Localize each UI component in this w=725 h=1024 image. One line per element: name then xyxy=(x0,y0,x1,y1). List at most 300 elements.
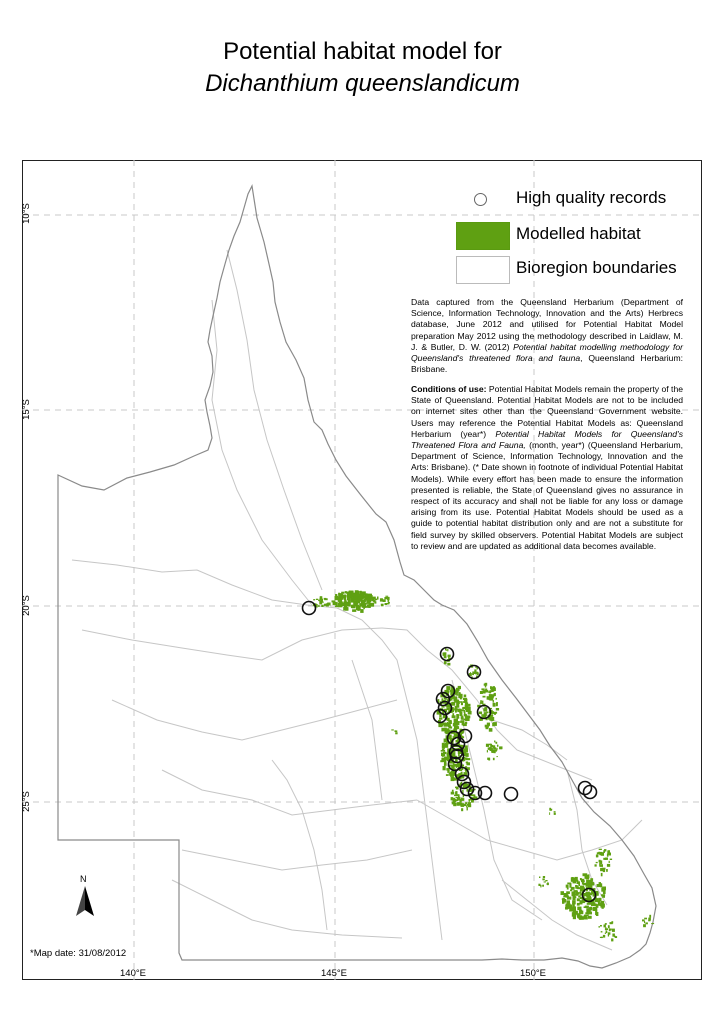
habitat-patch xyxy=(443,747,445,749)
habitat-patch xyxy=(596,862,598,863)
habitat-patch xyxy=(335,606,339,608)
habitat-patch xyxy=(645,922,648,924)
habitat-patch xyxy=(488,691,491,693)
habitat-patch xyxy=(585,875,587,877)
habitat-patch xyxy=(460,696,462,699)
habitat-patch xyxy=(581,879,584,881)
habitat-patch xyxy=(607,864,610,867)
habitat-patch xyxy=(493,747,496,749)
habitat-patch xyxy=(571,877,573,880)
habitat-patch xyxy=(465,802,467,804)
habitat-patch xyxy=(469,799,471,802)
habitat-patch xyxy=(391,729,394,730)
habitat-patch xyxy=(442,749,445,751)
habitat-patch xyxy=(477,668,478,670)
lon-label-150: 150°E xyxy=(520,968,546,979)
habitat-patch xyxy=(339,599,342,601)
habitat-patch xyxy=(572,900,576,904)
habitat-patch xyxy=(327,603,330,606)
habitat-patch xyxy=(610,859,612,860)
habitat-patch xyxy=(455,787,458,789)
habitat-patch xyxy=(374,601,376,603)
habitat-patch xyxy=(456,688,458,690)
habitat-patch xyxy=(467,807,468,811)
habitat-patch xyxy=(464,695,467,698)
habitat-patch xyxy=(445,698,447,700)
lat-label-20: 20°S xyxy=(20,595,32,616)
habitat-patch xyxy=(612,929,615,932)
habitat-patch xyxy=(387,597,390,600)
lon-label-145: 145°E xyxy=(321,968,347,979)
record-circle-swatch xyxy=(474,193,487,206)
habitat-patch xyxy=(600,937,603,938)
habitat-patch xyxy=(587,874,589,878)
conditions-text-b: (month, year*) (Queensland Herbarium, Department of Science, Information Technology, Innovation and the Arts: Brisbane). (* Date shown in footnote of individual Potential Habitat Models). While every effort has been made to ensure the information presented is reliable, the State of Queensland gives no assurance in respect of its accuracy and shall not be liable for any loss or damage arising from its use. Potential Habitat Models should be used as a guide to potential habitat distribution only and are not a substitute for field survey by skilled observers. Potential Habitat Models are subject to review and are updated as additional data becomes available. xyxy=(411,440,684,551)
habitat-patch xyxy=(497,756,498,757)
habitat-patch xyxy=(355,602,358,605)
habitat-patch xyxy=(644,918,647,920)
habitat-patch xyxy=(484,707,487,711)
habitat-patch xyxy=(545,880,547,881)
habitat-patch xyxy=(484,712,487,716)
habitat-patch xyxy=(375,599,377,601)
habitat-patch xyxy=(467,704,471,707)
habitat-patch xyxy=(313,599,315,600)
habitat-patch xyxy=(607,854,609,857)
habitat-patch xyxy=(463,701,467,703)
habitat-patch xyxy=(445,763,447,766)
map-date: *Map date: 31/08/2012 xyxy=(30,948,127,959)
habitat-patch xyxy=(573,911,578,915)
habitat-patch xyxy=(344,600,346,602)
habitat-patch xyxy=(463,698,467,700)
habitat-patch xyxy=(487,750,488,752)
habitat-patch xyxy=(332,600,336,602)
conditions-italic-title: Potential Habitat Models for Queensland's Threatened Flora and Fauna, xyxy=(411,428,683,451)
habitat-patch xyxy=(486,744,489,747)
habitat-patch xyxy=(455,799,458,801)
habitat-patch xyxy=(599,849,602,850)
habitat-patch xyxy=(344,598,346,600)
habitat-patch xyxy=(481,688,484,690)
habitat-patch xyxy=(493,712,497,714)
habitat-patch xyxy=(577,903,580,906)
habitat-patch xyxy=(567,897,571,900)
habitat-patch xyxy=(588,916,592,919)
habitat-patch xyxy=(567,883,571,885)
habitat-patch xyxy=(538,884,540,886)
habitat-patch xyxy=(485,683,488,686)
habitat-patch xyxy=(571,887,575,890)
habitat-patch xyxy=(542,885,544,887)
habitat-patch xyxy=(496,708,499,711)
habitat-patch xyxy=(595,864,597,866)
habitat-patch xyxy=(499,746,502,749)
habitat-patch xyxy=(368,605,371,608)
habitat-patch xyxy=(458,754,460,757)
habitat-patch xyxy=(320,599,323,602)
habitat-patch xyxy=(554,811,556,812)
habitat-patch xyxy=(461,703,463,706)
habitat-patch xyxy=(466,762,470,765)
habitat-patch xyxy=(649,915,651,918)
habitat-patch xyxy=(381,598,383,600)
habitat-patch xyxy=(442,743,445,747)
habitat-patch xyxy=(395,732,397,734)
habitat-patch xyxy=(579,915,583,919)
habitat-patch xyxy=(466,758,471,760)
habitat-patch xyxy=(448,655,451,658)
habitat-patch xyxy=(446,774,449,776)
habitat-patch xyxy=(362,601,364,603)
habitat-patch xyxy=(471,801,474,803)
habitat-patch xyxy=(597,884,602,887)
habitat-patch xyxy=(451,799,453,801)
habitat-patch xyxy=(466,805,467,807)
habitat-patch xyxy=(447,687,449,691)
habitat-patch xyxy=(480,691,483,694)
habitat-patch xyxy=(590,907,592,909)
habitat-patch xyxy=(346,592,349,594)
habitat-patch xyxy=(364,599,369,601)
habitat-patch xyxy=(469,802,471,804)
habitat-patch xyxy=(577,881,581,884)
habitat-patch xyxy=(586,883,590,887)
habitat-patch xyxy=(611,921,613,923)
map-title-line1: Potential habitat model for xyxy=(223,38,502,65)
habitat-patch xyxy=(599,860,601,863)
habitat-patch xyxy=(577,907,581,911)
habitat-patch xyxy=(601,888,605,892)
habitat-patch xyxy=(601,852,604,856)
habitat-patch xyxy=(608,925,610,928)
habitat-patch xyxy=(441,706,444,708)
habitat-patch xyxy=(349,593,351,596)
habitat-patch xyxy=(446,649,447,651)
habitat-patch xyxy=(456,714,459,718)
habitat-patch xyxy=(449,726,453,728)
habitat-patch xyxy=(584,916,588,919)
habitat-patch xyxy=(460,803,463,805)
habitat-patch xyxy=(575,885,578,887)
record-circle xyxy=(505,788,518,801)
habitat-patch xyxy=(465,745,468,748)
lat-label-10: 10°S xyxy=(20,203,32,224)
habitat-patch xyxy=(454,795,456,797)
habitat-patch xyxy=(444,752,446,754)
habitat-patch xyxy=(596,855,598,858)
modelled-habitat-layer xyxy=(313,590,654,941)
habitat-patch xyxy=(335,596,339,600)
habitat-patch xyxy=(324,604,327,606)
habitat-patch xyxy=(349,591,353,593)
habitat-patch xyxy=(358,594,362,598)
habitat-patch xyxy=(600,904,605,908)
habitat-swatch xyxy=(456,222,510,250)
habitat-patch xyxy=(609,861,610,863)
habitat-patch xyxy=(335,594,337,596)
lat-label-15: 15°S xyxy=(20,399,32,420)
habitat-patch xyxy=(460,701,463,703)
habitat-patch xyxy=(588,910,590,913)
habitat-patch xyxy=(383,599,386,602)
habitat-patch xyxy=(494,749,497,751)
habitat-patch xyxy=(573,896,576,900)
habitat-patch xyxy=(360,609,363,613)
habitat-patch xyxy=(483,690,486,693)
record-circle xyxy=(441,648,454,661)
habitat-patch xyxy=(465,722,467,724)
habitat-patch xyxy=(608,850,611,852)
habitat-patch xyxy=(605,858,608,860)
habitat-patch xyxy=(355,590,359,594)
habitat-patch xyxy=(451,792,454,795)
habitat-patch xyxy=(455,709,457,713)
habitat-patch xyxy=(321,605,323,607)
map-title-species: Dichanthium queenslandicum xyxy=(205,70,520,97)
record-circle xyxy=(303,602,316,615)
habitat-patch xyxy=(457,802,459,806)
habitat-patch xyxy=(563,896,565,898)
habitat-patch xyxy=(461,716,463,720)
habitat-patch xyxy=(439,717,442,719)
habitat-patch xyxy=(544,881,546,882)
high-quality-records-layer xyxy=(303,602,597,902)
habitat-patch xyxy=(345,603,349,605)
habitat-patch xyxy=(468,711,472,715)
lon-label-140: 140°E xyxy=(120,968,146,979)
habitat-patch xyxy=(605,927,606,930)
habitat-patch xyxy=(440,760,444,762)
habitat-patch xyxy=(446,728,449,732)
habitat-patch xyxy=(606,869,608,872)
habitat-patch xyxy=(590,878,593,881)
conditions-text-a: Potential Habitat Models remain the property of the State of Queensland. Potential Habitat Models are not to be included on internet sites other than the Queensland Government website. Users may reference the Potential Habitat Models as: Queensland Herbarium (year*) xyxy=(411,384,684,439)
habitat-patch xyxy=(365,593,367,596)
habitat-patch xyxy=(648,920,650,922)
record-circle xyxy=(479,787,492,800)
habitat-patch xyxy=(388,600,390,602)
habitat-patch xyxy=(572,892,576,897)
habitat-patch xyxy=(481,714,482,718)
habitat-patch xyxy=(456,766,458,768)
habitat-patch xyxy=(608,934,609,936)
habitat-patch xyxy=(601,873,603,876)
habitat-patch xyxy=(322,602,324,603)
legend-records-label: High quality records xyxy=(516,188,667,207)
habitat-patch xyxy=(601,931,603,932)
habitat-patch xyxy=(577,898,580,901)
habitat-patch xyxy=(490,695,493,699)
habitat-patch xyxy=(455,700,459,703)
habitat-patch xyxy=(550,809,552,811)
habitat-patch xyxy=(339,594,344,598)
habitat-patch xyxy=(595,911,597,915)
habitat-patch xyxy=(491,750,494,752)
habitat-patch xyxy=(318,605,319,607)
habitat-patch xyxy=(489,728,493,732)
legend-bioregion-label: Bioregion boundaries xyxy=(516,258,677,277)
north-arrow-icon xyxy=(74,886,96,922)
habitat-patch xyxy=(354,596,358,600)
habitat-patch xyxy=(487,758,490,760)
habitat-patch xyxy=(497,745,498,746)
habitat-patch xyxy=(352,605,356,609)
habitat-patch xyxy=(457,709,460,712)
habitat-patch xyxy=(479,719,481,721)
habitat-patch xyxy=(496,698,497,700)
habitat-patch xyxy=(496,742,498,744)
conditions-of-use-note xyxy=(411,384,683,552)
habitat-patch xyxy=(644,921,645,923)
habitat-patch xyxy=(474,669,476,672)
habitat-patch xyxy=(651,923,654,924)
habitat-patch xyxy=(456,703,459,707)
habitat-patch xyxy=(584,906,588,908)
habitat-patch xyxy=(482,701,484,705)
habitat-patch xyxy=(472,671,473,673)
habitat-patch xyxy=(489,744,491,745)
habitat-patch xyxy=(571,907,575,909)
habitat-patch xyxy=(584,914,588,916)
habitat-patch xyxy=(554,813,556,815)
habitat-patch xyxy=(567,905,569,909)
habitat-patch xyxy=(604,925,606,928)
habitat-patch xyxy=(600,925,602,927)
habitat-patch xyxy=(542,878,544,880)
habitat-patch xyxy=(465,717,467,719)
habitat-patch xyxy=(575,891,578,894)
habitat-patch xyxy=(395,730,396,732)
habitat-patch xyxy=(324,598,328,600)
habitat-patch xyxy=(461,808,463,811)
habitat-patch xyxy=(567,900,570,905)
habitat-patch xyxy=(496,703,498,706)
habitat-patch xyxy=(539,877,540,879)
habitat-patch xyxy=(601,894,605,896)
habitat-patch xyxy=(388,602,390,603)
habitat-patch xyxy=(580,891,582,893)
habitat-patch xyxy=(596,904,599,908)
habitat-patch xyxy=(460,721,462,723)
habitat-patch xyxy=(573,915,576,920)
habitat-patch xyxy=(605,923,607,925)
habitat-patch xyxy=(492,686,494,688)
habitat-patch xyxy=(443,653,446,656)
habitat-patch xyxy=(455,721,459,725)
habitat-patch xyxy=(493,703,496,707)
habitat-patch xyxy=(589,884,592,888)
habitat-patch xyxy=(611,938,613,941)
habitat-patch xyxy=(455,726,459,729)
habitat-patch xyxy=(464,714,467,716)
habitat-patch xyxy=(461,798,464,801)
habitat-patch xyxy=(490,745,493,747)
habitat-patch xyxy=(459,692,461,694)
habitat-patch xyxy=(566,891,570,894)
habitat-patch xyxy=(455,791,457,795)
habitat-patch xyxy=(579,911,583,915)
habitat-patch xyxy=(467,707,471,711)
habitat-patch xyxy=(462,707,465,709)
habitat-patch xyxy=(343,607,347,611)
habitat-patch xyxy=(603,935,605,938)
habitat-patch xyxy=(490,718,492,720)
habitat-patch xyxy=(377,597,379,600)
habitat-patch xyxy=(447,663,450,666)
habitat-patch xyxy=(342,604,345,606)
habitat-patch xyxy=(444,661,447,664)
habitat-patch xyxy=(385,596,388,597)
habitat-patch xyxy=(446,768,449,771)
habitat-patch xyxy=(474,796,478,798)
habitat-patch xyxy=(316,599,318,600)
habitat-patch xyxy=(470,672,471,674)
habitat-patch xyxy=(452,790,454,792)
map-canvas[interactable] xyxy=(22,160,702,980)
habitat-patch xyxy=(487,723,490,726)
data-source-end: , Queensland Herbarium: Brisbane. xyxy=(411,353,683,375)
habitat-patch xyxy=(480,700,482,703)
habitat-patch xyxy=(447,718,450,721)
habitat-patch xyxy=(606,931,608,934)
habitat-patch xyxy=(597,852,600,854)
graticule xyxy=(22,160,702,980)
data-source-note xyxy=(411,297,683,375)
data-source-text: Data captured from the Queensland Herbarium (Department of Science, Information Technology, Innovation and the Arts) Herbrecs database, June 2012 and utilised for Potential Habitat Model preparation May 2012 using the methodology described in Laidlaw, M. J. & Butler, D. W. (2012) xyxy=(411,297,683,352)
habitat-patch xyxy=(444,656,447,659)
habitat-patch xyxy=(561,891,565,895)
habitat-patch xyxy=(580,900,582,904)
habitat-patch xyxy=(318,600,320,602)
habitat-patch xyxy=(386,603,388,604)
habitat-patch xyxy=(609,853,611,855)
habitat-patch xyxy=(494,741,495,743)
habitat-patch xyxy=(549,812,550,815)
habitat-patch xyxy=(352,609,356,612)
habitat-patch xyxy=(599,926,600,928)
habitat-patch xyxy=(578,895,580,897)
habitat-patch xyxy=(458,798,460,800)
habitat-patch xyxy=(449,721,452,725)
habitat-patch xyxy=(339,602,342,606)
north-arrow xyxy=(74,874,96,920)
habitat-patch xyxy=(566,885,569,888)
north-label: N xyxy=(80,874,87,884)
habitat-patch xyxy=(357,608,359,611)
habitat-patch xyxy=(456,694,458,696)
habitat-patch xyxy=(614,936,616,938)
habitat-patch xyxy=(602,868,606,870)
bioregion-swatch xyxy=(456,256,510,284)
habitat-patch xyxy=(483,696,486,698)
legend-habitat-label: Modelled habitat xyxy=(516,224,641,243)
habitat-patch xyxy=(493,758,495,760)
habitat-patch xyxy=(543,876,545,878)
habitat-patch xyxy=(454,802,455,804)
habitat-patch xyxy=(492,723,494,727)
habitat-patch xyxy=(370,603,374,607)
habitat-patch xyxy=(609,929,611,931)
habitat-patch xyxy=(362,603,366,608)
habitat-patch xyxy=(348,602,351,606)
habitat-patch xyxy=(643,924,646,927)
habitat-patch xyxy=(443,766,446,770)
habitat-patch xyxy=(320,596,323,599)
habitat-patch xyxy=(563,898,565,901)
habitat-patch xyxy=(447,649,448,651)
conditions-heading: Conditions of use: xyxy=(411,384,487,394)
